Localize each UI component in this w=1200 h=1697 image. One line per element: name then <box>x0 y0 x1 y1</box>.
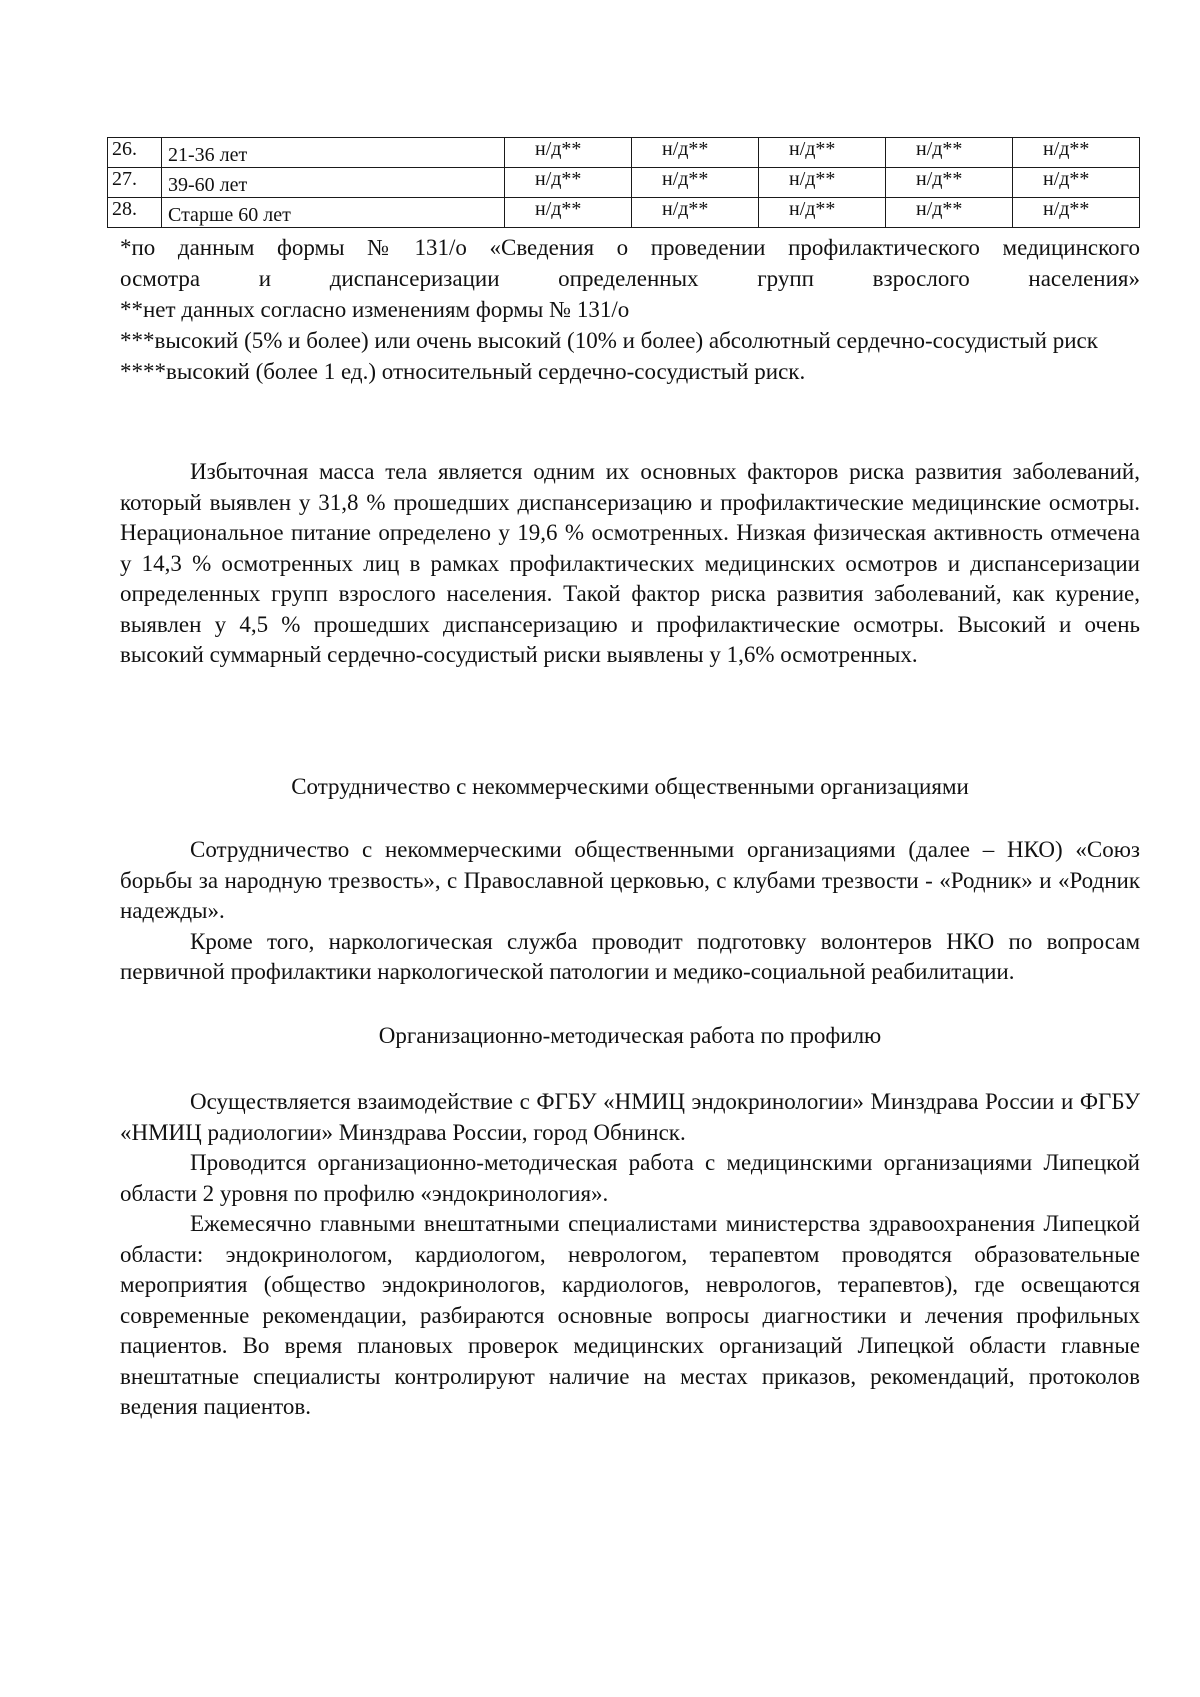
nko-section <box>120 835 1140 988</box>
row-label: 21-36 лет <box>162 138 505 168</box>
table-row <box>108 198 1140 228</box>
table-cell: н/д** <box>505 168 632 198</box>
section-heading: Сотрудничество с некоммерческими общественными организациями <box>291 774 969 799</box>
paragraph: Кроме того, наркологическая служба проводит подготовку волонтеров НКО по вопросам первичной профилактики наркологической патологии и медико-социальной реабилитации. <box>120 928 1140 984</box>
table-cell: н/д** <box>632 198 759 228</box>
row-number: 28. <box>108 198 162 228</box>
methodology-section <box>120 1087 1140 1423</box>
table-cell: н/д** <box>632 168 759 198</box>
table-cell: н/д** <box>759 198 886 228</box>
data-table <box>107 137 1140 228</box>
table-cell: н/д** <box>886 168 1013 198</box>
section-heading: Организационно-методическая работа по профилю <box>378 1023 882 1048</box>
row-number: 27. <box>108 168 162 198</box>
table-cell: н/д** <box>505 138 632 168</box>
footnote: **нет данных согласно изменениям формы № 131/о <box>120 297 630 322</box>
risk-factors-section <box>120 457 1140 671</box>
table-cell: н/д** <box>1013 138 1140 168</box>
footnote: *по данным формы № 131/о «Сведения о проведении профилактического медицинского осмотра и диспансеризации определенных групп взрослого населения» <box>120 235 1140 291</box>
row-label: 39-60 лет <box>162 168 505 198</box>
paragraph: Сотрудничество с некоммерческими общественными организациями (далее – НКО) «Союз борьбы за народную трезвость», с Православной церковью, с клубами трезвости - «Родник» и «Родник надежды». <box>120 837 1140 923</box>
footnote: ****высокий (более 1 ед.) относительный сердечно-сосудистый риск. <box>120 359 806 384</box>
table-row <box>108 138 1140 168</box>
paragraph: Избыточная масса тела является одним их основных факторов риска развития заболеваний, который выявлен у 31,8 % прошедших диспансеризацию и профилактические медицинские осмотры. Нерациональное питание определено у 19,6 % осмотренных. Низкая физическая активность отмечена у 14,3 % осмотренных лиц в рамках профилактических медицинских осмотров и диспансеризации определенных групп взрослого населения. Такой фактор риска развития заболеваний, как курение, выявлен у 4,5 % прошедших диспансеризацию и профилактические осмотры. Высокий и очень высокий суммарный сердечно-сосудистый риски выявлены у 1,6% осмотренных. <box>120 459 1140 667</box>
row-number: 26. <box>108 138 162 168</box>
paragraph: Осуществляется взаимодействие с ФГБУ «НМИЦ эндокринологии» Минздрава России и ФГБУ «НМИЦ радиологии» Минздрава России, город Обнинск. <box>120 1089 1140 1145</box>
table-cell: н/д** <box>632 138 759 168</box>
table-cell: н/д** <box>886 198 1013 228</box>
table-cell: н/д** <box>1013 198 1140 228</box>
table-cell: н/д** <box>505 198 632 228</box>
paragraph: Проводится организационно-методическая работа с медицинскими организациями Липецкой области 2 уровня по профилю «эндокринология». <box>120 1150 1140 1206</box>
table-cell: н/д** <box>759 138 886 168</box>
footnote: ***высокий (5% и более) или очень высокий (10% и более) абсолютный сердечно-сосудистый риск <box>120 328 1098 353</box>
footnotes <box>120 232 1140 387</box>
table-cell: н/д** <box>759 168 886 198</box>
table-row <box>108 168 1140 198</box>
table-cell: н/д** <box>886 138 1013 168</box>
row-label: Старше 60 лет <box>162 198 505 228</box>
table-cell: н/д** <box>1013 168 1140 198</box>
paragraph: Ежемесячно главными внештатными специалистами министерства здравоохранения Липецкой области: эндокринологом, кардиологом, неврологом, терапевтом проводятся образовательные мероприятия (общество эндокринологов, кардиологов, неврологов, терапевтов), где освещаются современные рекомендации, разбираются основные вопросы диагностики и лечения профильных пациентов. Во время плановых проверок медицинских организаций Липецкой области главные внештатные специалисты контролируют наличие на местах приказов, рекомендаций, протоколов ведения пациентов. <box>120 1211 1140 1419</box>
